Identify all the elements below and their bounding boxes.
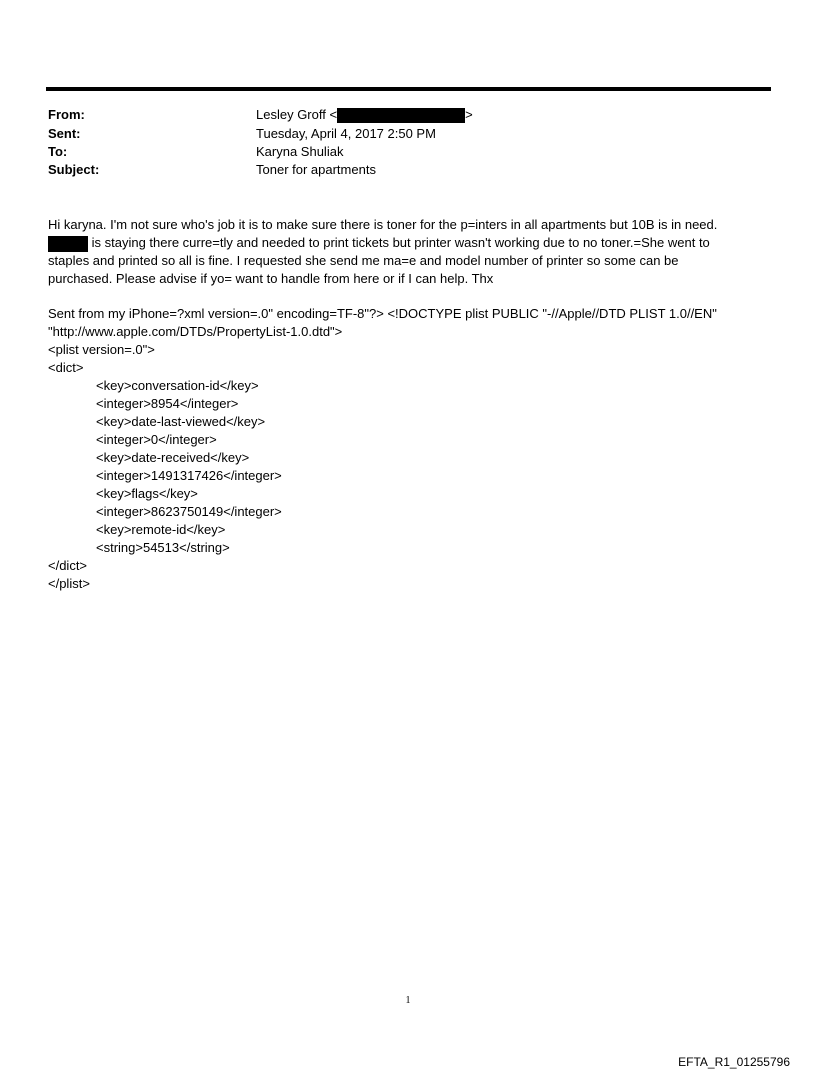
plist-line: </plist> — [48, 576, 90, 591]
from-name: Lesley Groff < — [256, 107, 338, 122]
plist-line: <dict> — [48, 360, 84, 375]
bates-id: EFTA_R1_01255796 — [678, 1055, 790, 1069]
header-rule — [46, 87, 771, 91]
plist-line: </dict> — [48, 558, 88, 573]
plist-line: <integer>0</integer> — [96, 432, 217, 447]
plist-line: <plist version=.0"> — [48, 342, 155, 357]
signature-block — [48, 305, 760, 593]
signature-line: "http://www.apple.com/DTDs/PropertyList-1.0.dtd"> — [48, 324, 343, 339]
redacted-name — [48, 236, 88, 252]
plist-line: <integer>1491317426</integer> — [96, 468, 282, 483]
body-line: purchased. Please advise if yo= want to handle from here or if I can help. Thx — [48, 271, 494, 286]
sent-label: Sent: — [48, 126, 81, 141]
body-line: staples and printed so all is fine. I requested she send me ma=e and model number of printer so some can be — [48, 253, 679, 268]
sent-value: Tuesday, April 4, 2017 2:50 PM — [256, 126, 436, 141]
to-label: To: — [48, 144, 68, 159]
to-value: Karyna Shuliak — [256, 144, 344, 159]
from-label: From: — [48, 107, 85, 122]
body-line — [48, 234, 760, 252]
plist-line: <key>date-received</key> — [96, 450, 250, 465]
page-number: 1 — [405, 995, 411, 1006]
from-close: > — [465, 107, 473, 122]
plist-line: <key>date-last-viewed</key> — [96, 414, 266, 429]
signature-line: Sent from my iPhone=?xml version=.0" encoding=TF-8"?> <!DOCTYPE plist PUBLIC "-//Apple//DTD PLIST 1.0//EN" — [48, 306, 717, 321]
subject-label: Subject: — [48, 162, 100, 177]
plist-line: <string>54513</string> — [96, 540, 230, 555]
plist-line: <integer>8623750149</integer> — [96, 504, 282, 519]
plist-line: <key>flags</key> — [96, 486, 198, 501]
plist-line: <integer>8954</integer> — [96, 396, 239, 411]
body-line: Hi karyna. I'm not sure who's job it is to make sure there is toner for the p=inters in all apartments but 10B is in need. — [48, 217, 718, 232]
plist-line: <key>remote-id</key> — [96, 522, 226, 537]
redacted-email — [337, 108, 465, 123]
subject-value: Toner for apartments — [256, 162, 376, 177]
message-body — [48, 216, 760, 288]
from-value — [256, 106, 473, 124]
plist-line: <key>conversation-id</key> — [96, 378, 259, 393]
body-line-text: is staying there curre=tly and needed to print tickets but printer wasn't working due to no toner.=She went to — [88, 235, 710, 250]
